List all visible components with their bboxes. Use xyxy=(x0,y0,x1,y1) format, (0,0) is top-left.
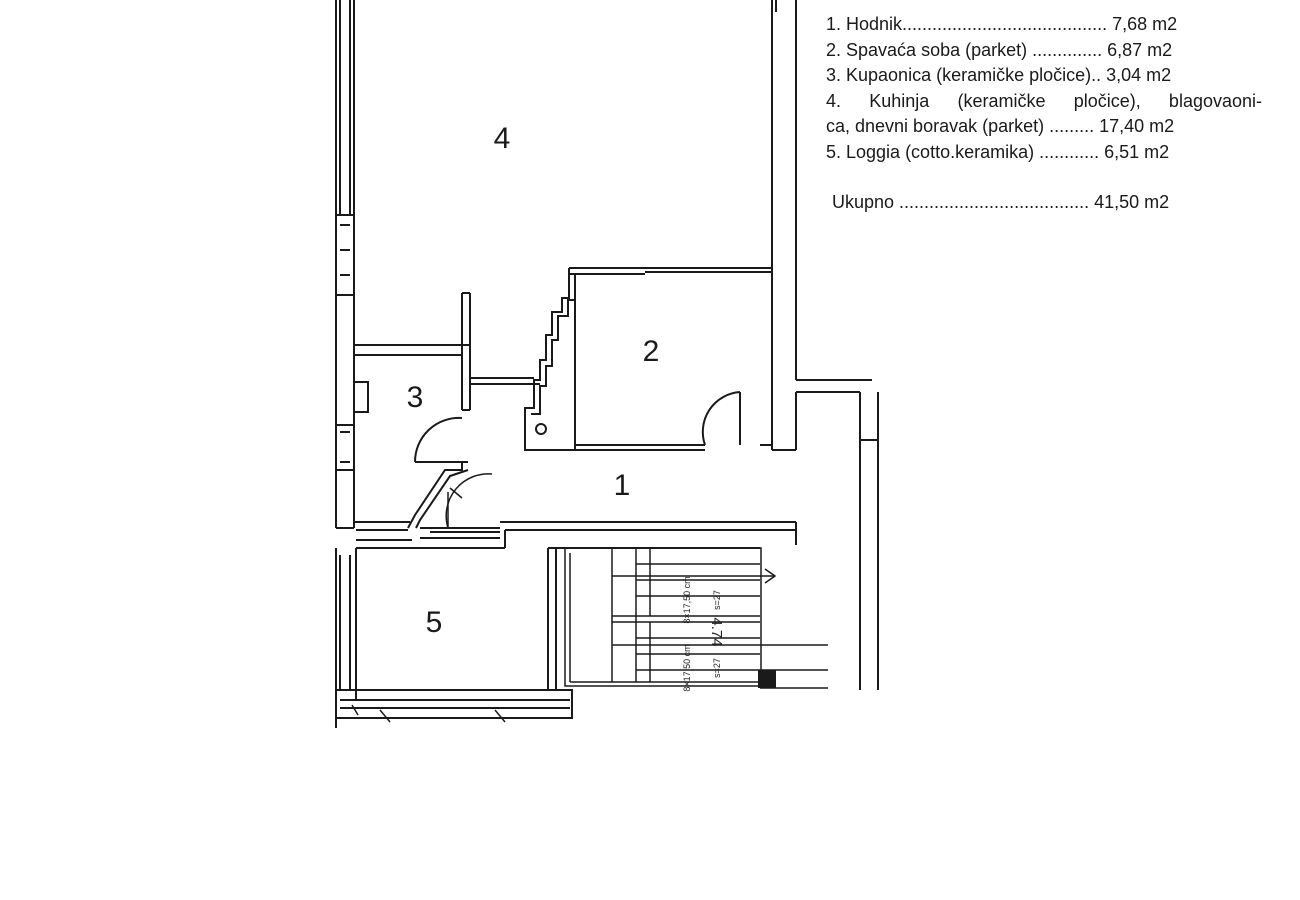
corridor-door xyxy=(446,474,492,528)
stair-lower-side: s=27 xyxy=(712,658,722,678)
area-legend xyxy=(826,12,1262,216)
staircase xyxy=(565,548,828,688)
stair-upper-label: 8×17,50 cm xyxy=(682,576,692,624)
stair-lower-label: 8×17,50 cm xyxy=(682,644,692,692)
stair-upper-side: s=27 xyxy=(712,590,722,610)
room-2-number: 2 xyxy=(642,335,660,368)
bathroom-door xyxy=(415,418,462,462)
legend-row-4b: ca, dnevni boravak (parket) ......... 17,40 m2 xyxy=(826,116,1175,136)
bathroom-walls xyxy=(354,293,540,528)
bedroom-door xyxy=(703,392,740,445)
stair-post xyxy=(758,670,776,688)
legend-row-3: 3. Kupaonica (keramičke pločice).. 3,04 m2 xyxy=(826,65,1172,85)
legend-row-4a: 4. Kuhinja (keramičke pločice), blagovaoni- xyxy=(826,90,1262,111)
legend-row-2: 2. Spavaća soba (parket) .............. 6,87 m2 xyxy=(826,39,1173,60)
room-3-number: 3 xyxy=(406,381,424,414)
room-4-number: 4 xyxy=(493,122,511,155)
legend-row-1: 1. Hodnik......................................... 7,68 m2 xyxy=(826,14,1178,34)
legend-row-5: 5. Loggia (cotto.keramika) ............ 6,51 m2 xyxy=(826,141,1170,162)
legend-total: Ukupno ...................................... 41,50 m2 xyxy=(832,192,1170,212)
west-exterior-wall xyxy=(336,0,356,728)
stair-level-mark: 4.74 xyxy=(708,617,725,647)
room-1-number: 1 xyxy=(613,469,631,502)
south-walls xyxy=(336,522,796,718)
room-5-number: 5 xyxy=(425,606,443,639)
